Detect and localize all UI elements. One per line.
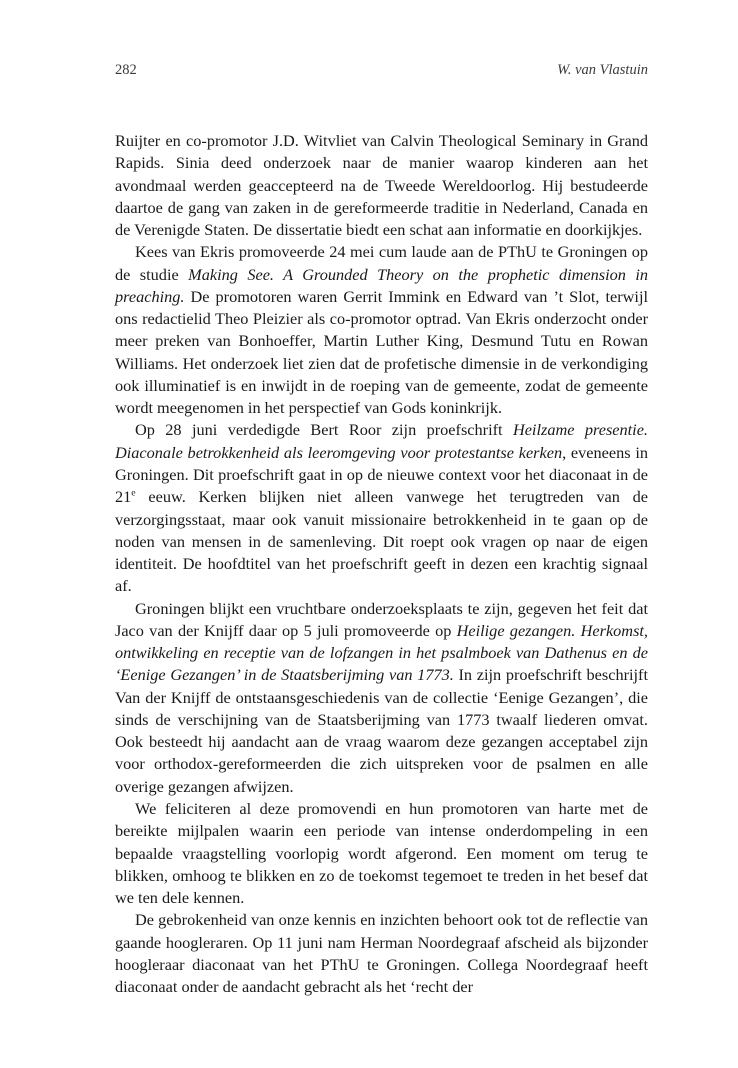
page-header: [115, 62, 648, 84]
text-run: De gebrokenheid van onze kennis en inzichten behoort ook tot de reflectie van gaande hoogleraren. Op 11 juni nam Herman Noordegraaf afscheid als bijzonder hoogleraar diaconaat van het PThU te Groningen. Collega Noordegraaf heeft diaconaat onder de aandacht gebracht als het ‘recht der: [115, 910, 648, 997]
text-run: Op 28 juni verdedigde Bert Roor zijn proefschrift: [135, 420, 513, 440]
running-head-author: W. van Vlastuin: [557, 62, 648, 78]
paragraph: [115, 598, 648, 798]
page-number: 282: [115, 62, 137, 78]
text-run: We feliciteren al deze promovendi en hun promotoren van harte met de bereikte mijlpalen waarin een periode van intense onderdompeling in een bepaalde vraagstelling voorlopig wordt afgerond. Een moment om terug te blikken, omhoog te blikken en zo de toekomst tegemoet te treden in het besef dat we ten dele kennen.: [115, 798, 648, 908]
paragraph: [115, 798, 648, 909]
paragraph: [115, 130, 648, 241]
italic-title: Making See. A Grounded Theory on the prophetic dimension in preaching.: [115, 264, 648, 306]
paragraph: [115, 909, 648, 998]
text-run: Kees van Ekris promoveerde 24 mei cum laude aan de PThU te Groningen op de studie: [115, 242, 648, 284]
superscript: e: [131, 487, 136, 499]
text-run: , eveneens in Groningen. Dit proefschrift gaat in op de nieuwe context voor het diaconaat in de 21: [115, 442, 648, 507]
paragraph: [115, 419, 648, 597]
paragraph: [115, 241, 648, 419]
text-run: Groningen blijkt een vruchtbare onderzoeksplaats te zijn, gegeven het feit dat Jaco van der Knijff daar op 5 juli promoveerde op: [115, 598, 648, 640]
text-run: De promotoren waren Gerrit Immink en Edward van ’t Slot, terwijl ons redactielid Theo Pleizier als co-promotor optrad. Van Ekris onderzocht onder meer preken van Bonhoeffer, Martin Luther King, Desmund Tutu en Rowan Williams. Het onderzoek liet zien dat de profetische dimensie in de verkondiging ook illuminatief is en inwijdt in de roeping van de gemeente, zodat de gemeente wordt meegenomen in het perspectief van Gods koninkrijk.: [115, 286, 648, 418]
body-text: [115, 130, 648, 998]
text-run: eeuw. Kerken blijken niet alleen vanwege het terugtreden van de verzorgingsstaat, maar ook vanuit missionaire betrokkenheid in te gaan op de noden van mensen in de samenleving. Dit roept ook vragen op naar de eigen identiteit. De hoofdtitel van het proefschrift geeft in dezen een krachtig signaal af.: [115, 487, 648, 596]
text-run: In zijn proefschrift beschrijft Van der Knijff de ontstaansgeschiedenis van de collectie ‘Eenige Gezangen’, die sinds de verschijning van de Staatsberijming van 1773 twaalf liederen omvat. Ook besteedt hij aandacht aan de vraag waarom deze gezangen acceptabel zijn voor orthodox-gereformeerden die zich uitspreken voor de psalmen en alle overige gezangen afwijzen.: [115, 665, 648, 796]
italic-title: Heilige gezangen. Herkomst, ontwikkeling en receptie van de lofzangen in het psalmboek van Dathenus en de ‘Eenige Gezangen’ in de Staatsberijming van 1773.: [115, 620, 648, 685]
text-run: Ruijter en co-promotor J.D. Witvliet van Calvin Theological Seminary in Grand Rapids. Sinia deed onderzoek naar de manier waarop kinderen aan het avondmaal werden geaccepteerd na de Tweede Wereldoorlog. Hij bestudeerde daartoe de gang van zaken in de gereformeerde traditie in Nederland, Canada en de Verenigde Staten. De dissertatie biedt een schat aan informatie en doorkijkjes.: [115, 131, 648, 240]
italic-title: Heilzame presentie. Diaconale betrokkenheid als leeromgeving voor protestantse kerken: [115, 420, 648, 462]
